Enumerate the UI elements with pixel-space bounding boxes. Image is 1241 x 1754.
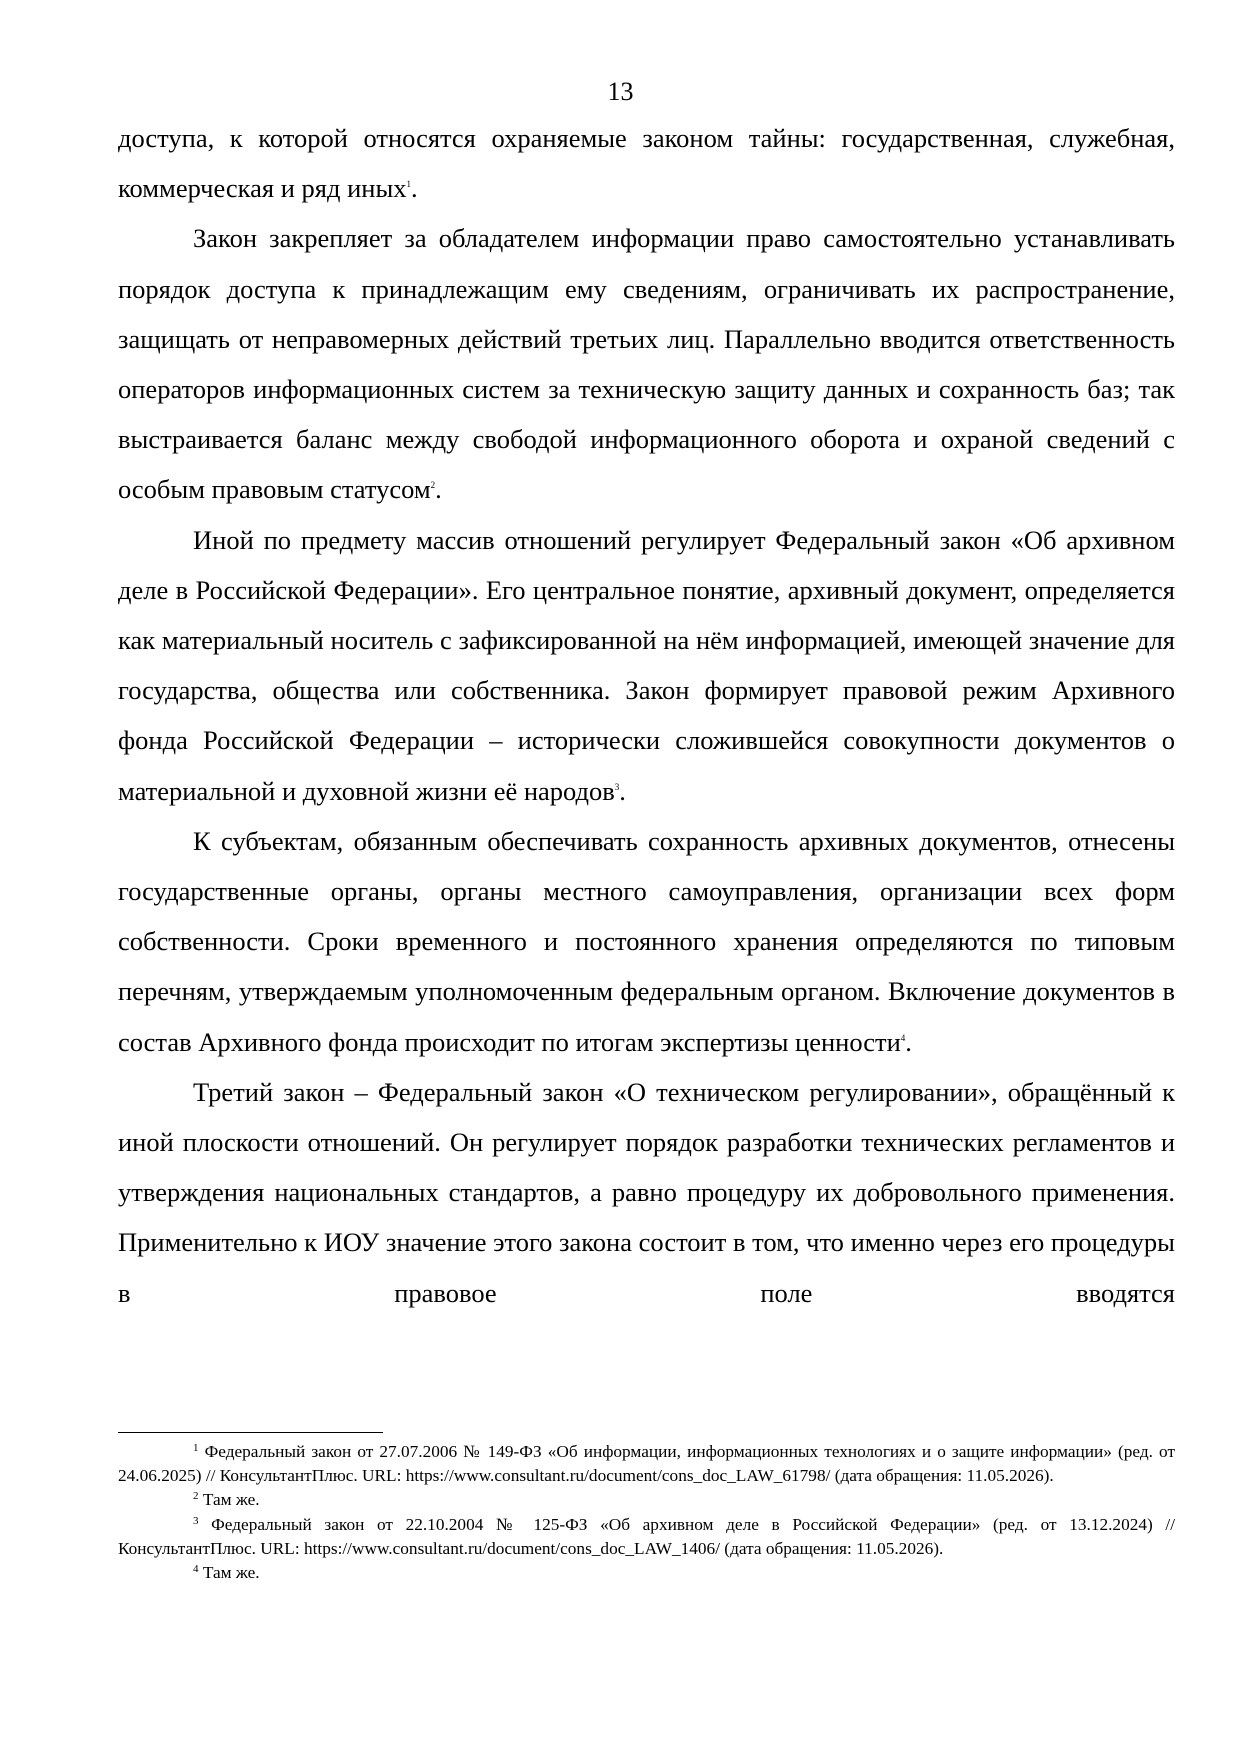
footnote-number: 3 xyxy=(193,1514,199,1527)
footnote xyxy=(118,1513,1175,1561)
paragraph xyxy=(118,816,1175,1067)
footnote-ref[interactable]: 3 xyxy=(614,781,620,792)
body-text xyxy=(118,113,1175,1318)
paragraph-text: К субъектам, обязанным обеспечивать сохранность архивных документов, отнесены государственные органы, органы местного самоуправления, организации всех форм собственности. Сроки временного и постоянного хранения определяются по типовым перечням, утверждаемым уполномоченным федеральным органом. Включение документов в состав Архивного фонда происходит по итогам экспертизы ценности xyxy=(118,825,1175,1057)
footnote-separator xyxy=(118,1432,383,1433)
paragraph-tail: . xyxy=(411,173,418,204)
footnote xyxy=(118,1488,1175,1512)
footnotes xyxy=(118,1440,1175,1585)
page-number: 13 xyxy=(607,77,634,106)
paragraph-text: Закон закрепляет за обладателем информации право самостоятельно устанавливать порядок доступа к принадлежащим ему сведениям, ограничивать их распространение, защищать от неправомерных действий третьих лиц. Параллельно вводится ответственность операторов информационных систем за техническую защиту данных и сохранность баз; так выстраивается баланс между свободой информационного оборота и охраной сведений с особым правовым статусом xyxy=(118,223,1175,505)
footnote-number: 1 xyxy=(193,1442,199,1454)
paragraph-tail: . xyxy=(619,775,626,806)
paragraph xyxy=(118,1067,1175,1318)
paragraph-tail: . xyxy=(905,1026,912,1057)
paragraph xyxy=(118,213,1175,514)
footnote xyxy=(118,1561,1175,1585)
footnote-text: Федеральный закон от 22.10.2004 № 125-ФЗ «Об архивном деле в Российской Федерации» (ред. от 13.12.2024) // КонсультантПлюс. URL: https://www.consultant.ru/document/cons_doc_LAW_1406/ (дата обращения: 11.05.2026). xyxy=(118,1514,1175,1558)
footnote-ref[interactable]: 1 xyxy=(406,179,411,190)
footnote xyxy=(118,1440,1175,1488)
paragraph-tail: . xyxy=(435,474,442,505)
paragraph xyxy=(118,515,1175,816)
footnote-text: Там же. xyxy=(202,1490,260,1510)
footnote-ref[interactable]: 4 xyxy=(900,1032,906,1043)
paragraph-text: Третий закон – Федеральный закон «О техническом регулировании», обращённый к иной плоскости отношений. Он регулирует порядок разработки технических регламентов и утверждения национальных стандартов, а равно процедуру их добровольного применения. Применительно к ИОУ значение этого закона состоит в том, что именно через его процедуры в правовое поле вводятся xyxy=(118,1076,1175,1308)
footnote-ref[interactable]: 2 xyxy=(430,480,436,491)
footnote-text: Федеральный закон от 27.07.2006 № 149-ФЗ «Об информации, информационных технологиях и о защите информации» (ред. от 24.06.2025) // КонсультантПлюс. URL: https://www.consultant.ru/document/cons_doc_LAW_61798/ (дата обращения: 11.05.2026). xyxy=(118,1442,1175,1486)
footnote-number: 2 xyxy=(193,1490,199,1503)
paragraph-continuation xyxy=(118,113,1175,213)
footnote-text: Там же. xyxy=(202,1563,260,1583)
paragraph-text: Иной по предмету массив отношений регулирует Федеральный закон «Об архивном деле в Российской Федерации». Его центральное понятие, архивный документ, определяется как материальный носитель с зафиксированной на нём информацией, имеющей значение для государства, общества или собственника. Закон формирует правовой режим Архивного фонда Российской Федерации – исторически сложившейся совокупности документов о материальной и духовной жизни её народов xyxy=(118,524,1175,806)
paragraph-text: доступа, к которой относятся охраняемые законом тайны: государственная, служебная, коммерческая и ряд иных xyxy=(118,123,1175,204)
footnote-number: 4 xyxy=(193,1563,199,1576)
